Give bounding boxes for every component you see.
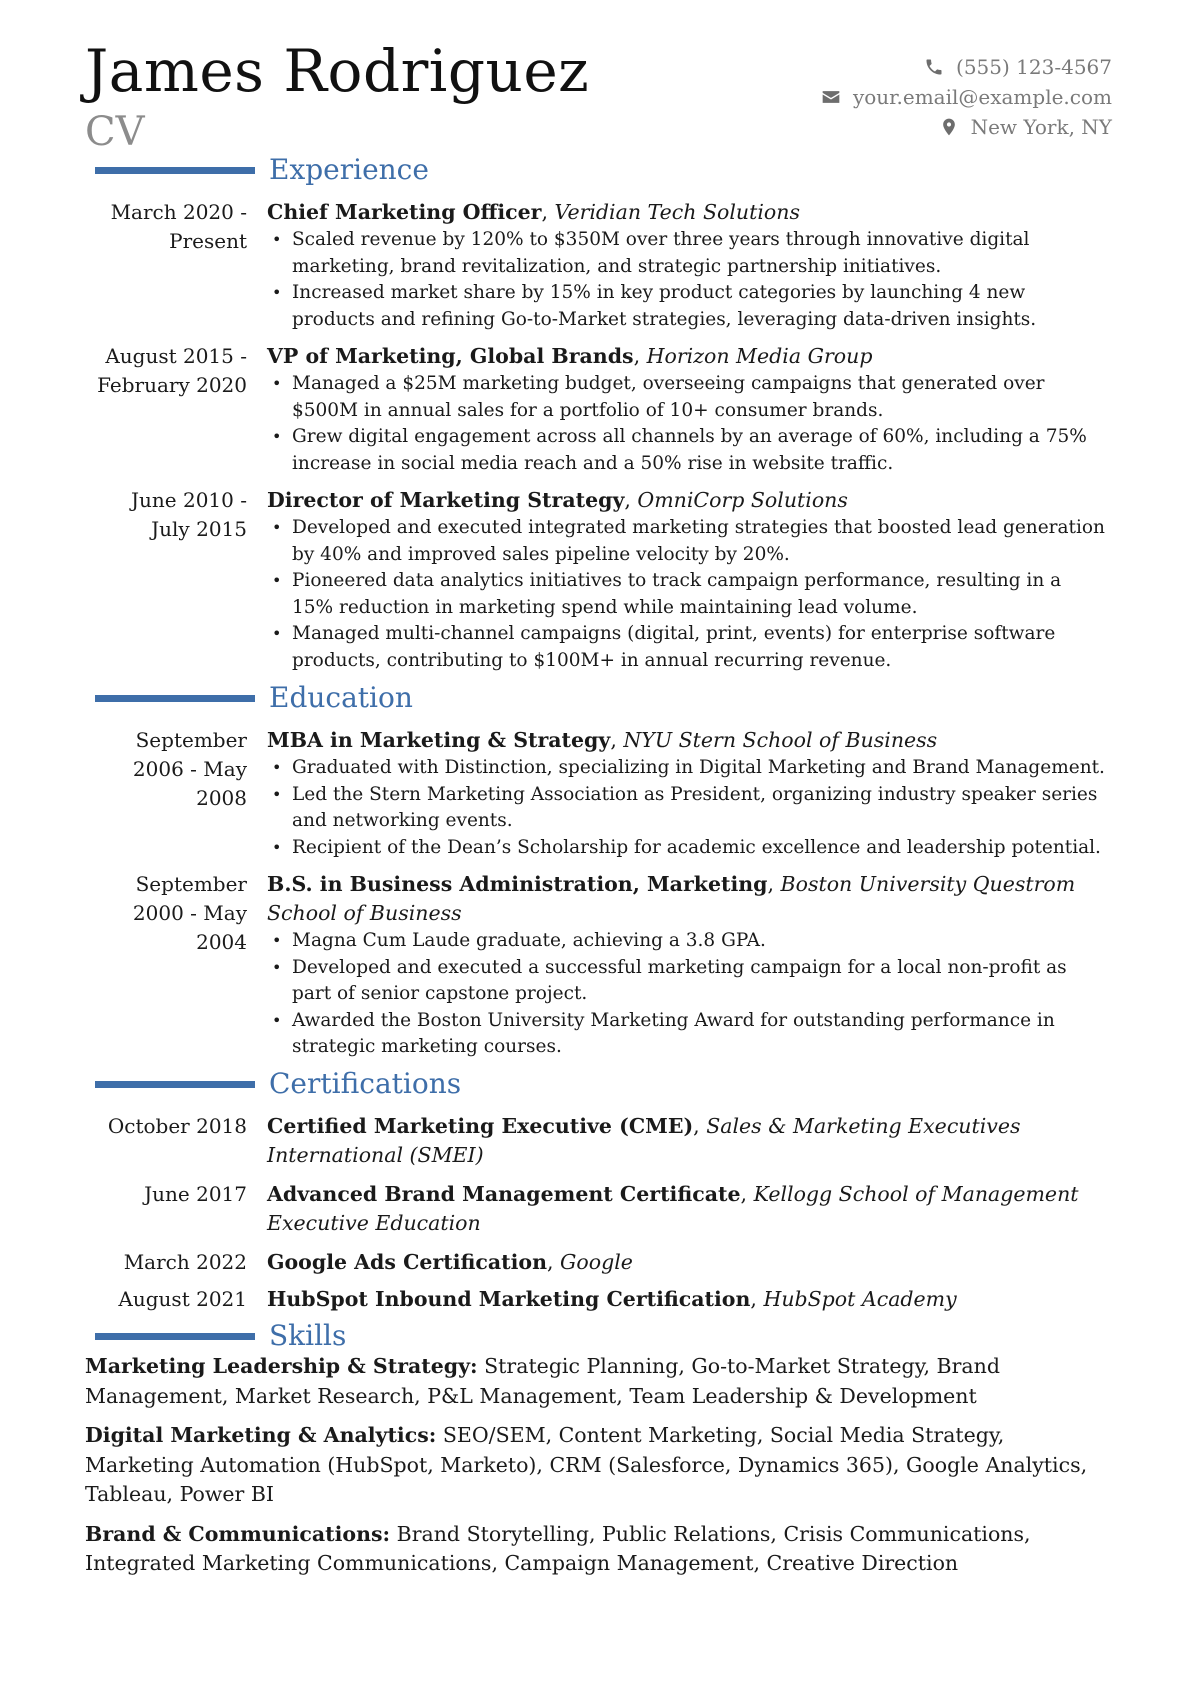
entry-title: Director of Marketing Strategy — [267, 488, 625, 512]
section-title: Certifications — [269, 1067, 462, 1100]
bullet: • Magna Cum Laude graduate, achieving a 3.8 GPA. — [292, 928, 1107, 955]
entry-org: Sales & Marketing Executives International (SMEI) — [267, 1114, 1021, 1167]
bullet: • Recipient of the Dean’s Scholarship for academic excellence and leadership potential. — [292, 835, 1107, 862]
skill-group-label: Digital Marketing & Analytics: — [85, 1423, 437, 1447]
bullet: • Managed a $25M marketing budget, overseeing campaigns that generated over $500M in annual sales for a portfolio of 10+ consumer brands. — [292, 371, 1107, 424]
phone-icon — [924, 57, 944, 77]
candidate-name: James Rodriguez — [85, 37, 590, 105]
bullet: • Awarded the Boston University Marketing Award for outstanding performance in strategic marketing courses. — [292, 1008, 1107, 1061]
entry-date: October 2018 — [107, 1114, 247, 1138]
entry-body: Certified Marketing Executive (CME), Sales & Marketing Executives International (SMEI) — [267, 1114, 1021, 1167]
skill-group-items: SEO/SEM, Content Marketing, Social Media Strategy, Marketing Automation (HubSpot, Marketo), CRM (Salesforce, Dynamics 365), Google Analytics, Tableau, Power BI — [85, 1423, 1088, 1506]
section-rule — [95, 167, 255, 174]
entry-body: B.S. in Business Administration, Marketing, Boston University Questrom School of Business • Magna Cum Laude graduate, achieving a 3.8 GPA. • Developed and executed a successful marketing campaign for a local non-profit as part of senior capstone project. • Awarded the Boston University Marketing Award for outstanding performance in strategic marketing courses. — [267, 870, 1107, 1061]
entry-date: March 2020 - Present — [110, 200, 247, 253]
entry-body: VP of Marketing, Global Brands, Horizon Media Group • Managed a $25M marketing budget, overseeing campaigns that generated over $500M in annual sales for a portfolio of 10+ consumer brands. • Grew digital engagement across all channels by an average of 60%, including a 75% increase in social media reach and a 50% rise in website traffic. — [267, 342, 1107, 477]
entry-org: Google — [560, 1250, 633, 1274]
phone-text[interactable]: (555) 123-4567 — [956, 55, 1112, 79]
entry-date: August 2021 — [118, 1287, 247, 1311]
document-subtitle: CV — [85, 109, 145, 155]
entry-org: NYU Stern School of Business — [623, 728, 938, 752]
entry-org: Boston University Questrom School of Business — [267, 872, 1076, 925]
skill-group-items: Strategic Planning, Go-to-Market Strategy, Brand Management, Market Research, P&L Management, Team Leadership & Development — [85, 1354, 1000, 1408]
entry-title: B.S. in Business Administration, Marketing — [267, 872, 768, 896]
entry-org: Horizon Media Group — [646, 344, 873, 368]
section-rule — [95, 1333, 255, 1340]
entry-date: September 2000 - May 2004 — [132, 872, 247, 954]
bullet: • Led the Stern Marketing Association as President, organizing industry speaker series and networking events. — [292, 782, 1107, 835]
entry-body: MBA in Marketing & Strategy, NYU Stern School of Business • Graduated with Distinction, specializing in Digital Marketing and Brand Management. • Led the Stern Marketing Association as President, organizing industry speaker series and networking events. • Recipient of the Dean’s Scholarship for academic excellence and leadership potential. — [267, 726, 1107, 861]
entry-body: Chief Marketing Officer, Veridian Tech Solutions • Scaled revenue by 120% to $350M over three years through innovative digital marketing, brand revitalization, and strategic partnership initiatives. • Increased market share by 15% in key product categories by launching 4 new products and refining Go-to-Market strategies, leveraging data-driven insights. — [267, 198, 1107, 333]
entry-org: Veridian Tech Solutions — [554, 200, 800, 224]
entry-date: March 2022 — [123, 1250, 247, 1274]
entry-body: Advanced Brand Management Certificate, Kellogg School of Management Executive Education — [267, 1182, 1079, 1235]
entry-body: Google Ads Certification, Google — [267, 1250, 633, 1274]
bullet: • Pioneered data analytics initiatives to track campaign performance, resulting in a 15% reduction in marketing spend while maintaining lead volume. — [292, 568, 1107, 621]
entry-title: HubSpot Inbound Marketing Certification — [267, 1287, 751, 1311]
entry-title: Chief Marketing Officer — [267, 200, 542, 224]
entry-title: MBA in Marketing & Strategy — [267, 728, 611, 752]
skill-group — [85, 1352, 1115, 1411]
entry-body: HubSpot Inbound Marketing Certification, HubSpot Academy — [267, 1287, 957, 1311]
skill-group-items: Brand Storytelling, Public Relations, Crisis Communications, Integrated Marketing Communications, Campaign Management, Creative Direction — [85, 1521, 1031, 1575]
skill-group-label: Brand & Communications: — [85, 1521, 391, 1546]
entry-org: HubSpot Academy — [763, 1287, 957, 1311]
section-title: Skills — [269, 1319, 347, 1352]
skill-group — [85, 1421, 1115, 1510]
skill-group-label: Marketing Leadership & Strategy: — [85, 1354, 478, 1378]
contact-email — [821, 82, 1112, 112]
map-pin-icon — [939, 117, 959, 137]
section-rule — [95, 1081, 255, 1088]
contact-location — [821, 112, 1112, 142]
skills-list — [85, 1352, 1115, 1589]
location-text: New York, NY — [970, 115, 1112, 139]
contact-block — [821, 52, 1112, 142]
entry-title: Advanced Brand Management Certificate — [267, 1182, 741, 1206]
entry-org: OmniCorp Solutions — [637, 488, 848, 512]
section-title: Experience — [269, 153, 429, 186]
entry-body: Director of Marketing Strategy, OmniCorp Solutions • Developed and executed integrated marketing strategies that boosted lead generation by 40% and improved sales pipeline velocity by 20%. • Pioneered data analytics initiatives to track campaign performance, resulting in a 15% reduction in marketing spend while maintaining lead volume. • Managed multi-channel campaigns (digital, print, events) for enterprise software products, contributing to $100M+ in annual recurring revenue. — [267, 486, 1107, 674]
section-header-experience — [95, 153, 429, 186]
entry-org: Kellogg School of Management Executive Education — [267, 1182, 1079, 1235]
section-header-education — [95, 681, 413, 714]
entry-date: September 2006 - May 2008 — [132, 728, 247, 810]
bullet: • Developed and executed integrated marketing strategies that boosted lead generation by 40% and improved sales pipeline velocity by 20%. — [292, 515, 1107, 568]
section-title: Education — [269, 681, 413, 714]
entry-title: Certified Marketing Executive (CME) — [267, 1114, 694, 1138]
bullet: • Increased market share by 15% in key product categories by launching 4 new products and refining Go-to-Market strategies, leveraging data-driven insights. — [292, 280, 1107, 333]
entry-date: June 2017 — [144, 1182, 247, 1206]
contact-phone — [821, 52, 1112, 82]
entry-title: VP of Marketing, Global Brands — [267, 344, 634, 368]
entry-title: Google Ads Certification — [267, 1250, 547, 1274]
entry-date: June 2010 - July 2015 — [131, 488, 247, 541]
bullet: • Managed multi-channel campaigns (digital, print, events) for enterprise software products, contributing to $100M+ in annual recurring revenue. — [292, 621, 1107, 674]
envelope-icon — [821, 87, 841, 107]
bullet: • Developed and executed a successful marketing campaign for a local non-profit as part of senior capstone project. — [292, 955, 1107, 1008]
bullet: • Scaled revenue by 120% to $350M over three years through innovative digital marketing, brand revitalization, and strategic partnership initiatives. — [292, 227, 1107, 280]
entry-date: August 2015 - February 2020 — [97, 344, 247, 397]
skill-group — [85, 1520, 1115, 1579]
section-rule — [95, 695, 255, 702]
email-text[interactable]: your.email@example.com — [852, 85, 1112, 109]
bullet: • Graduated with Distinction, specializing in Digital Marketing and Brand Management. — [292, 755, 1107, 782]
bullet: • Grew digital engagement across all channels by an average of 60%, including a 75% increase in social media reach and a 50% rise in website traffic. — [292, 424, 1107, 477]
section-header-skills — [95, 1319, 347, 1352]
section-header-certifications — [95, 1067, 462, 1100]
